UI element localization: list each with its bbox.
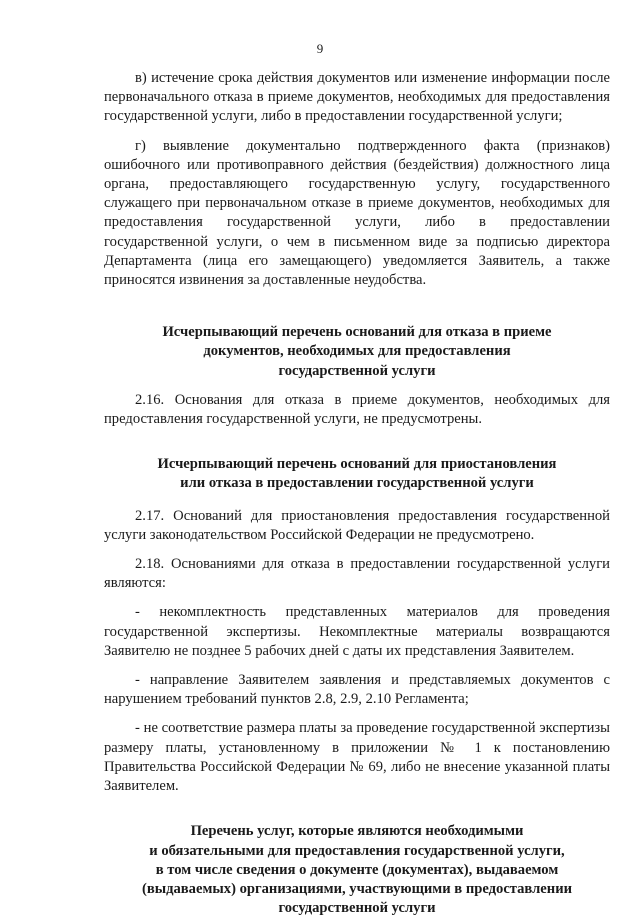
paragraph-g: г) выявление документально подтвержденного факта (признаков) ошибочного или противоправного действия (бездействия) должностного лица органа, предоставляющего государственную услугу, государственного служащего при первоначальном отказе в приеме документов, необходимых для предоставления государственной услуги, либо в предоставлении государственной услуги, о чем в письменном виде за подписью директора Департамента (лица его замещающего) уведомляется Заявитель, а также приносятся извинения за доставленные неудобства. <box>104 137 610 289</box>
heading-line: Исчерпывающий перечень оснований для отказа в приеме <box>162 324 552 341</box>
heading-required-services <box>104 822 610 918</box>
heading-line: или отказа в предоставлении государственной услуги <box>180 475 534 492</box>
heading-line: Исчерпывающий перечень оснований для приостановления <box>157 456 557 473</box>
bullet-requirements-violation: - направление Заявителем заявления и представляемых документов с нарушением требований пунктов 2.8, 2.9, 2.10 Регламента; <box>104 672 610 708</box>
bullet-fee-mismatch: - не соответствие размера платы за проведение государственной экспертизы размеру платы, установленному в приложении № 1 к постановлению Правительства Российской Федерации № 69, либо не внесение указанной платы Заявителем. <box>104 720 610 795</box>
heading-refusal-to-accept <box>104 323 610 381</box>
heading-line: в том числе сведения о документе (документах), выдаваемом <box>155 861 559 878</box>
paragraph-2-16: 2.16. Основания для отказа в приеме документов, необходимых для предоставления государственной услуги, не предусмотрены. <box>104 391 610 428</box>
paragraph-v: в) истечение срока действия документов или изменение информации после первоначального отказа в приеме документов, необходимых для предоставления государственной услуги, либо в предоставлении государственной услуги; <box>104 70 610 125</box>
page-content <box>104 69 610 918</box>
heading-line: Перечень услуг, которые являются необходимыми <box>190 823 524 840</box>
heading-line: (выдаваемых) организациями, участвующими в предоставлении <box>141 880 573 897</box>
heading-line: государственной услуги <box>278 362 436 379</box>
heading-line: и обязательными для предоставления государственной услуги, <box>149 842 565 859</box>
bullet-incomplete-materials: - некомплектность представленных материалов для проведения государственной экспертизы. Некомплектные материалы возвращаются Заявителю не позднее 5 рабочих дней с даты их представления Заявителем. <box>104 604 610 659</box>
paragraph-2-18: 2.18. Основаниями для отказа в предоставлении государственной услуги являются: <box>104 556 610 592</box>
paragraph-2-17: 2.17. Оснований для приостановления предоставления государственной услуги законодательством Российской Федерации не предусмотрено. <box>104 507 610 543</box>
heading-suspension-or-refusal <box>104 455 610 493</box>
page-number: 9 <box>316 41 324 56</box>
heading-line: государственной услуги <box>278 900 436 917</box>
heading-line: документов, необходимых для предоставления <box>203 343 511 360</box>
